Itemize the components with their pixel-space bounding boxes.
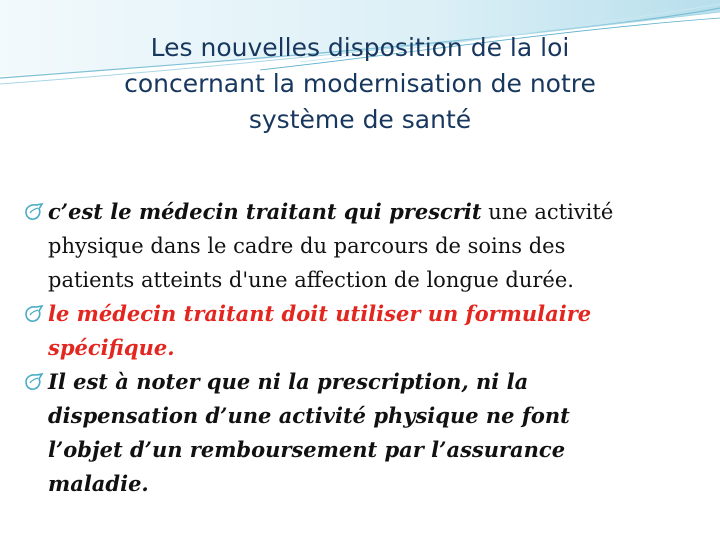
slide-title	[40, 30, 680, 138]
bullet-3-line-3: l’objet d’un remboursement par l’assurance	[48, 437, 566, 462]
title-line-3: système de santé	[248, 105, 472, 134]
bullet-1-line-1	[48, 195, 702, 229]
bullet-1-rest: une activité	[481, 200, 614, 224]
bullet-item-1	[22, 195, 702, 297]
bullet-1-emphasis: c’est le médecin traitant qui prescrit	[48, 199, 482, 224]
bullet-3-line-2: dispensation d’une activité physique ne font	[48, 403, 570, 428]
bullet-2-line-2: spécifique.	[48, 335, 175, 360]
bullet-3-line-4: maladie.	[48, 471, 149, 496]
bullet-item-2	[22, 297, 702, 365]
bullet-icon	[24, 203, 44, 221]
bullet-1-line-3: patients atteints d'une affection de longue durée.	[48, 268, 574, 292]
bullet-icon	[24, 305, 44, 323]
title-line-2: concernant la modernisation de notre	[124, 69, 596, 98]
bullet-1-line-2: physique dans le cadre du parcours de soins des	[48, 234, 566, 258]
bullet-icon	[24, 373, 44, 391]
bullet-3-line-1: Il est à noter que ni la prescription, ni la	[48, 369, 529, 394]
title-line-1: Les nouvelles disposition de la loi	[150, 33, 570, 62]
bullet-item-3	[22, 365, 702, 501]
bullet-2-line-1: le médecin traitant doit utiliser un formulaire	[48, 301, 592, 326]
slide-body	[22, 195, 702, 501]
